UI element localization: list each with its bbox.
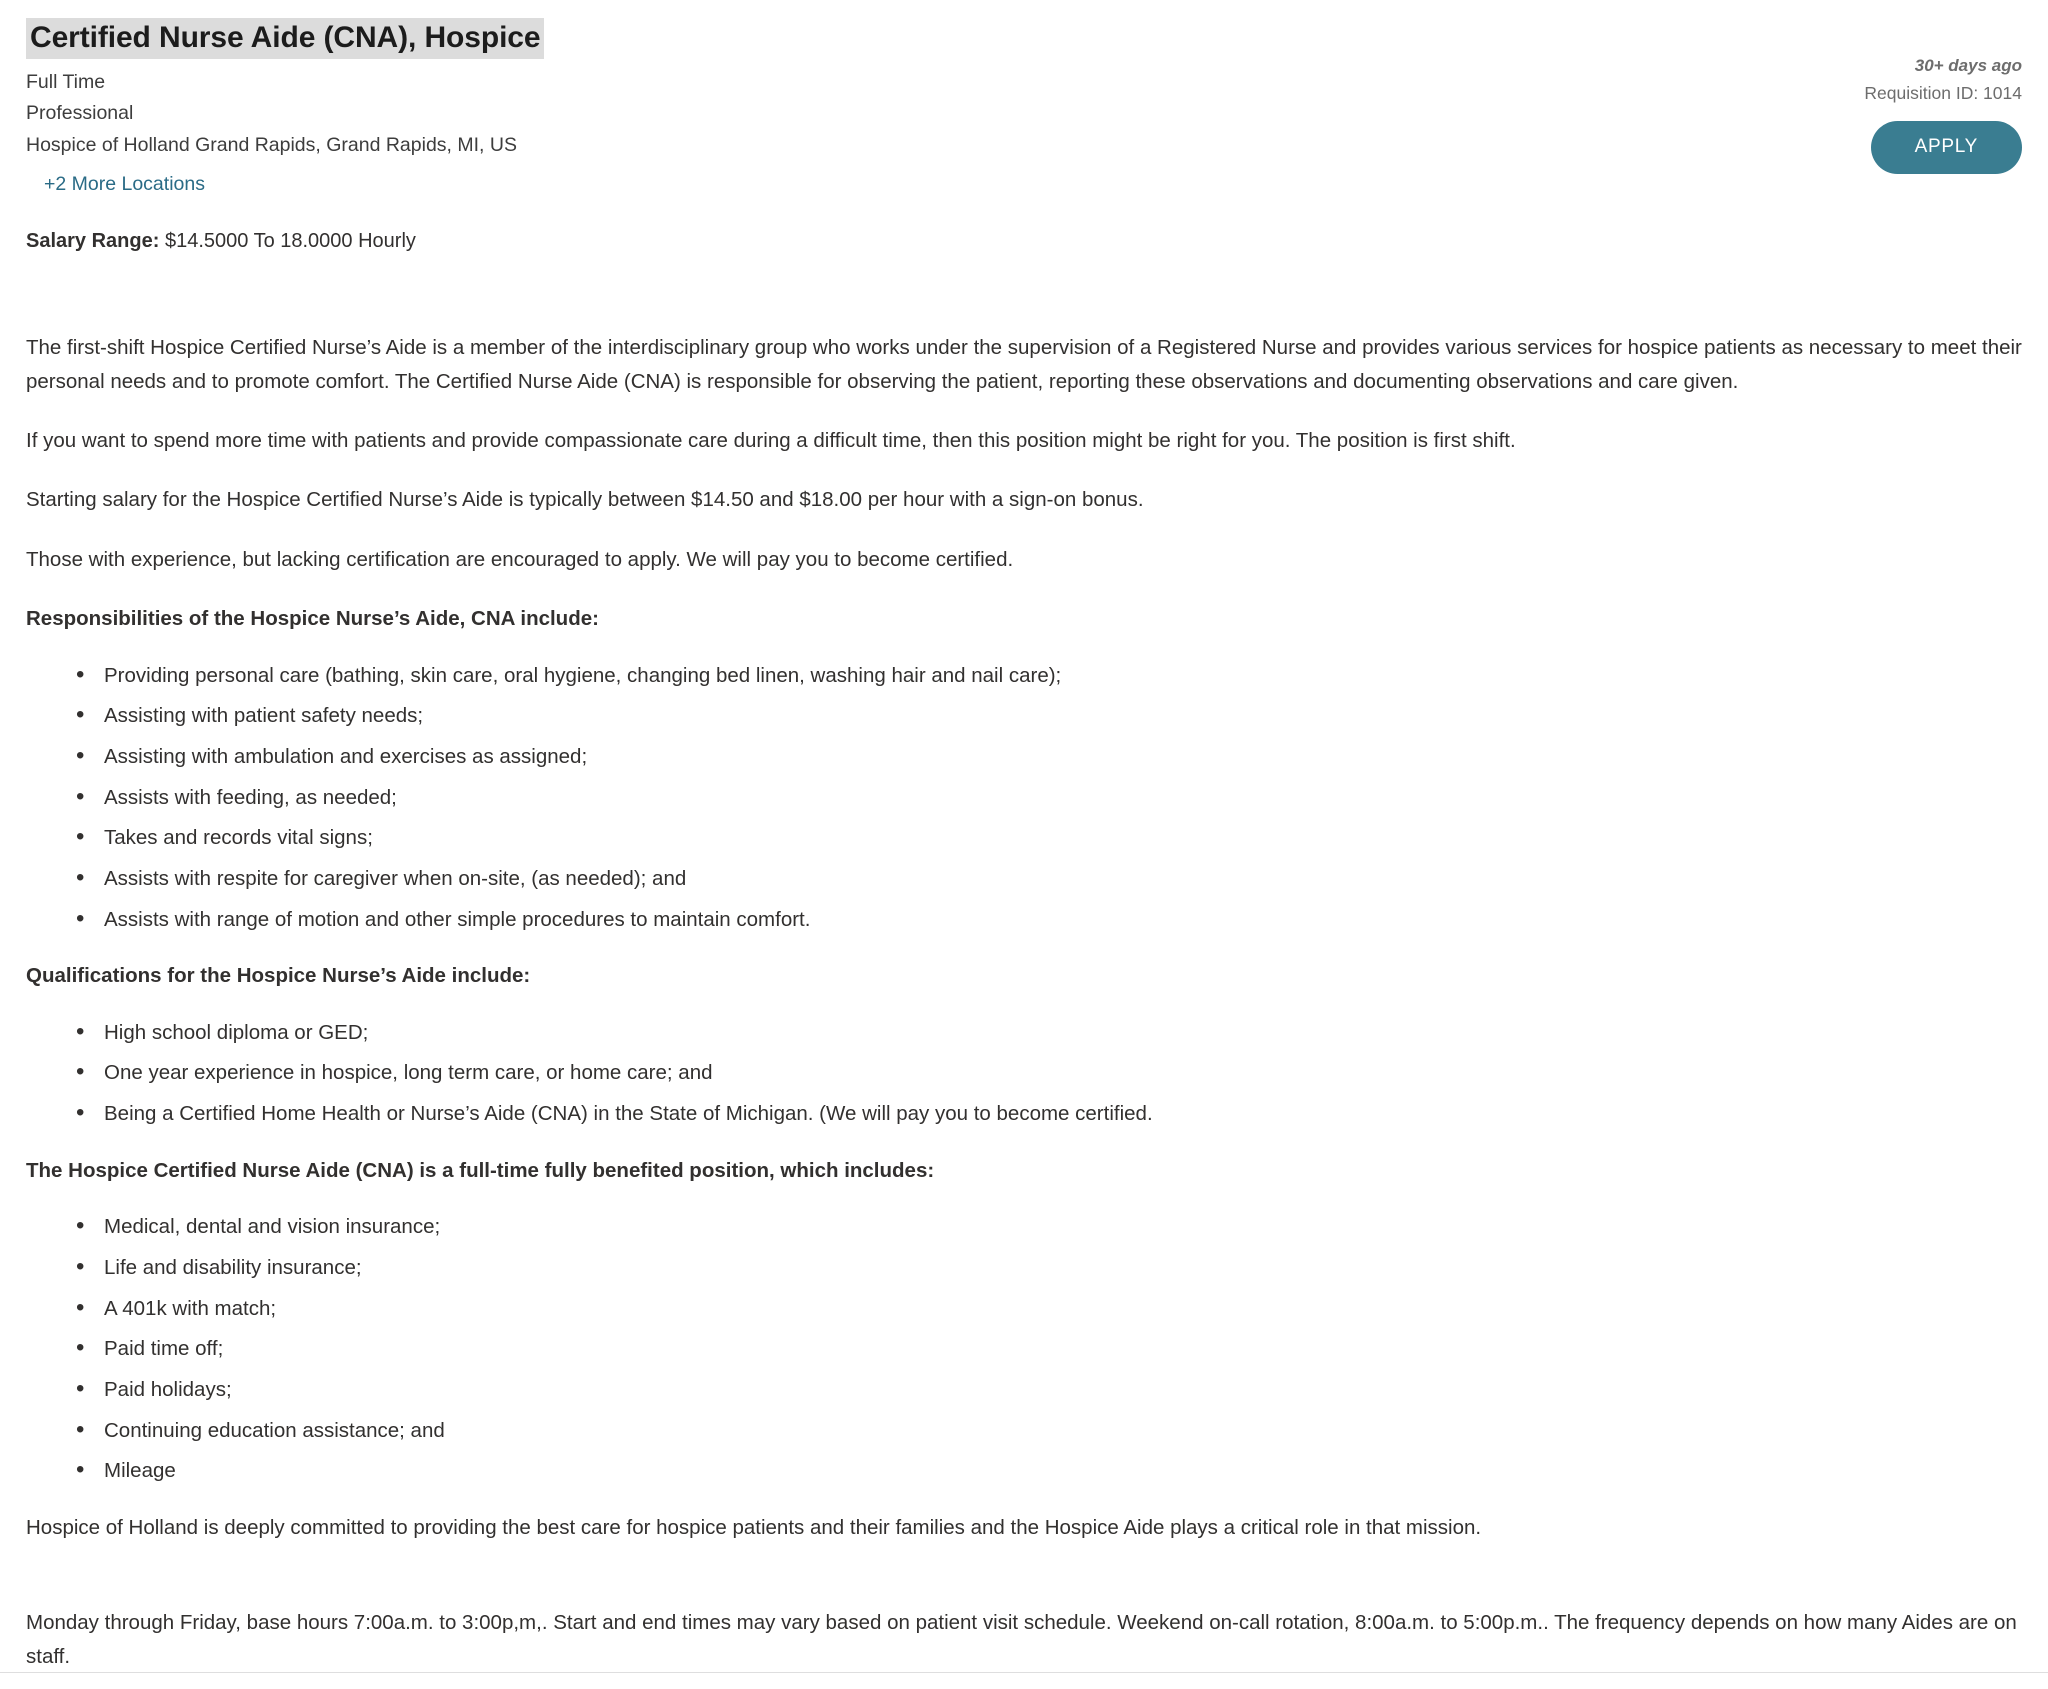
list-item: • Assisting with ambulation and exercises as assigned; [104, 743, 2022, 771]
posted-days-ago: 30+ days ago [1914, 56, 2022, 75]
list-item: • Assists with respite for caregiver when on-site, (as needed); and [104, 865, 2022, 893]
job-description [26, 331, 2022, 1673]
job-header-right [1692, 18, 2022, 174]
intro-paragraph-4: Those with experience, but lacking certification are encouraged to apply. We will pay you to become certified. [26, 547, 1014, 571]
responsibilities-heading: Responsibilities of the Hospice Nurse’s Aide, CNA include: [26, 607, 599, 631]
paragraph-spacer [26, 1570, 2022, 1606]
intro-paragraph-1: The first-shift Hospice Certified Nurse’s Aide is a member of the interdisciplinary group who works under the supervision of a Registered Nurse and provides various services for hospice patients as necessary to meet their personal needs and to promote comfort. The Certified Nurse Aide (CNA) is responsible for observing the patient, reporting these observations and documenting observations and care given. [26, 336, 2022, 393]
apply-button[interactable]: APPLY [1871, 121, 2022, 174]
list-item: • Assists with feeding, as needed; [104, 784, 2022, 812]
list-item: • Assists with range of motion and other simple procedures to maintain comfort. [104, 906, 2022, 934]
intro-paragraph-3: Starting salary for the Hospice Certified Nurse’s Aide is typically between $14.50 and $18.00 per hour with a sign-on bonus. [26, 488, 1144, 512]
list-item: • One year experience in hospice, long term care, or home care; and [104, 1059, 2022, 1087]
list-item: • Life and disability insurance; [104, 1254, 2022, 1282]
list-item: • High school diploma or GED; [104, 1019, 2022, 1047]
job-header-left [26, 18, 544, 196]
job-location: Hospice of Holland Grand Rapids, Grand Rapids, MI, US [26, 133, 517, 156]
salary-range-value: $14.5000 To 18.0000 Hourly [164, 230, 416, 253]
schedule-paragraph: Monday through Friday, base hours 7:00a.m. to 3:00p,m,. Start and end times may vary based on patient visit schedule. Weekend on-call rotation, 8:00a.m. to 5:00p.m.. The frequency depends on how many Aides are on staff. [26, 1611, 2017, 1668]
list-item: • A 401k with match; [104, 1295, 2022, 1323]
list-item: • Being a Certified Home Health or Nurse’s Aide (CNA) in the State of Michigan. (We will pay you to become certified. [104, 1100, 2022, 1128]
mission-paragraph: Hospice of Holland is deeply committed to providing the best care for hospice patients and their families and the Hospice Aide plays a critical role in that mission. [26, 1515, 1482, 1539]
page-title: Certified Nurse Aide (CNA), Hospice [26, 18, 544, 59]
benefits-list [26, 1213, 2022, 1485]
intro-paragraph-2: If you want to spend more time with patients and provide compassionate care during a difficult time, then this position might be right for you. The position is first shift. [26, 429, 1516, 453]
list-item: • Assisting with patient safety needs; [104, 702, 2022, 730]
employment-type: Full Time [26, 70, 106, 93]
list-item: • Paid holidays; [104, 1376, 2022, 1404]
more-locations-link[interactable]: +2 More Locations [44, 173, 205, 196]
list-item: • Mileage [104, 1457, 2022, 1485]
list-item: • Medical, dental and vision insurance; [104, 1213, 2022, 1241]
list-item: • Paid time off; [104, 1335, 2022, 1363]
job-header [26, 18, 2022, 196]
salary-range-label: Salary Range: [26, 230, 160, 253]
requisition-id: Requisition ID: 1014 [1864, 83, 2022, 103]
qualifications-list [26, 1019, 2022, 1128]
benefits-heading: The Hospice Certified Nurse Aide (CNA) is a full-time fully benefited position, which includes: [26, 1158, 935, 1182]
qualifications-heading: Qualifications for the Hospice Nurse’s Aide include: [26, 964, 531, 988]
salary-range [26, 230, 2022, 253]
divider [0, 1672, 2048, 1673]
list-item: • Providing personal care (bathing, skin care, oral hygiene, changing bed linen, washing hair and nail care); [104, 662, 2022, 690]
list-item: • Takes and records vital signs; [104, 824, 2022, 852]
job-category: Professional [26, 102, 134, 125]
responsibilities-list [26, 662, 2022, 934]
list-item: • Continuing education assistance; and [104, 1417, 2022, 1445]
